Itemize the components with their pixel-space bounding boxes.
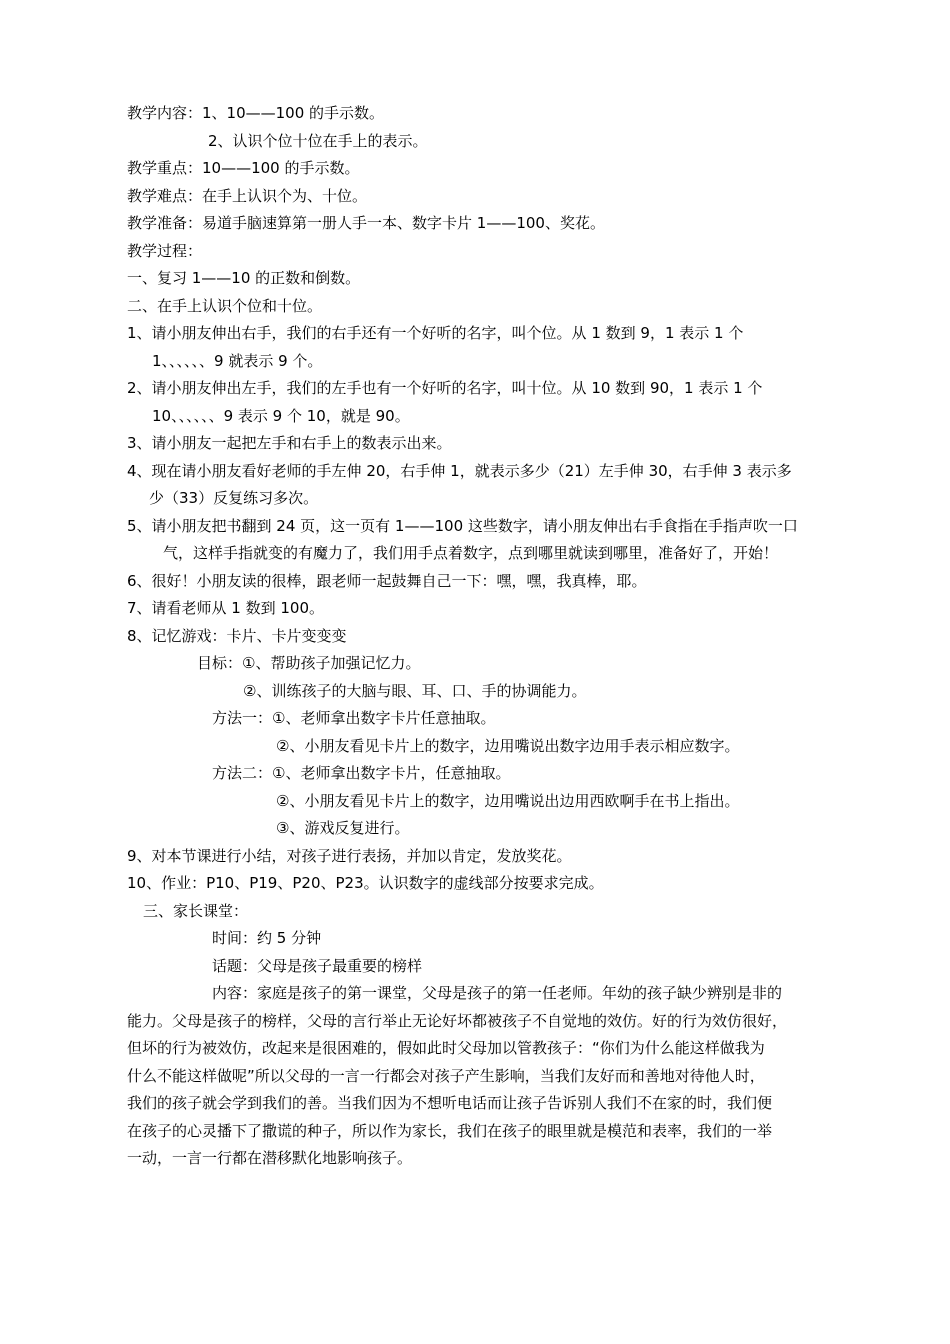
text-line: 4、现在请小朋友看好老师的手左伸 20，右手伸 1，就表示多少（21）左手伸 30，右手伸 3 表示多 xyxy=(127,462,792,480)
text-line: 2、认识个位十位在手上的表示。 xyxy=(208,132,428,150)
text-line: 8、记忆游戏：卡片、卡片变变变 xyxy=(127,627,347,645)
text-line: 10、作业：P10、P19、P20、P23。认识数字的虚线部分按要求完成。 xyxy=(127,874,604,892)
text-line: 内容：家庭是孩子的第一课堂，父母是孩子的第一任老师。年幼的孩子缺少辨别是非的 xyxy=(212,984,783,1002)
text-line: ②、小朋友看见卡片上的数字，边用嘴说出数字边用手表示相应数字。 xyxy=(276,737,740,755)
text-line: ②、训练孩子的大脑与眼、耳、口、手的协调能力。 xyxy=(243,682,587,700)
text-line: 能力。父母是孩子的榜样，父母的言行举止无论好坏都被孩子不自觉地的效仿。好的行为效仿很好， xyxy=(127,1012,788,1030)
text-line: 在孩子的心灵播下了撒谎的种子，所以作为家长，我们在孩子的眼里就是模范和表率，我们的一举 xyxy=(127,1122,773,1140)
text-line: 6、很好！小朋友读的很棒，跟老师一起鼓舞自己一下：嘿，嘿，我真棒，耶。 xyxy=(127,572,647,590)
text-line: 教学准备：易道手脑速算第一册人手一本、数字卡片 1——100、奖花。 xyxy=(127,214,605,232)
text-line: 1、、、、、、9 就表示 9 个。 xyxy=(152,352,323,370)
text-line: 3、请小朋友一起把左手和右手上的数表示出来。 xyxy=(127,434,452,452)
text-line: 教学难点：在手上认识个为、十位。 xyxy=(127,187,368,205)
text-line: 教学过程： xyxy=(127,242,203,260)
text-line: 一动，一言一行都在潜移默化地影响孩子。 xyxy=(127,1149,413,1167)
text-line: 二、在手上认识个位和十位。 xyxy=(127,297,323,315)
text-line: 气，这样手指就变的有魔力了，我们用手点着数字，点到哪里就读到哪里，准备好了，开始！ xyxy=(163,544,779,562)
text-line: ②、小朋友看见卡片上的数字，边用嘴说出边用西欧啊手在书上指出。 xyxy=(276,792,740,810)
text-line: 但坏的行为被效仿，改起来是很困难的，假如此时父母加以管教孩子：“你们为什么能这样做我为 xyxy=(127,1039,765,1057)
text-line: 少（33）反复练习多次。 xyxy=(149,489,319,507)
text-line: 1、请小朋友伸出右手，我们的右手还有一个好听的名字，叫个位。从 1 数到 9，1 表示 1 个 xyxy=(127,324,744,342)
text-line: 教学内容：1、10——100 的手示数。 xyxy=(127,104,385,122)
text-line: 2、请小朋友伸出左手，我们的左手也有一个好听的名字，叫十位。从 10 数到 90，1 表示 1 个 xyxy=(127,379,763,397)
text-line: 9、对本节课进行小结，对孩子进行表扬，并加以肯定，发放奖花。 xyxy=(127,847,572,865)
text-line: ③、游戏反复进行。 xyxy=(276,819,410,837)
text-line: 教学重点：10——100 的手示数。 xyxy=(127,159,360,177)
text-line: 三、家长课堂： xyxy=(143,902,249,920)
text-line: 方法二：①、老师拿出数字卡片，任意抽取。 xyxy=(212,764,511,782)
text-line: 10、、、、、、9 表示 9 个 10，就是 90。 xyxy=(152,407,410,425)
text-line: 5、请小朋友把书翻到 24 页，这一页有 1——100 这些数字，请小朋友伸出右手食指在手指声吹一口 xyxy=(127,517,798,535)
text-line: 时间：约 5 分钟 xyxy=(212,929,322,947)
text-line: 目标：①、帮助孩子加强记忆力。 xyxy=(197,654,421,672)
text-line: 什么不能这样做呢”所以父母的一言一行都会对孩子产生影响，当我们友好而和善地对待他人时， xyxy=(127,1067,765,1085)
text-line: 方法一：①、老师拿出数字卡片任意抽取。 xyxy=(212,709,496,727)
text-line: 我们的孩子就会学到我们的善。当我们因为不想听电话而让孩子告诉别人我们不在家的时，我们便 xyxy=(127,1094,773,1112)
text-line: 话题：父母是孩子最重要的榜样 xyxy=(212,957,423,975)
text-line: 7、请看老师从 1 数到 100。 xyxy=(127,599,325,617)
text-line: 一、复习 1——10 的正数和倒数。 xyxy=(127,269,361,287)
